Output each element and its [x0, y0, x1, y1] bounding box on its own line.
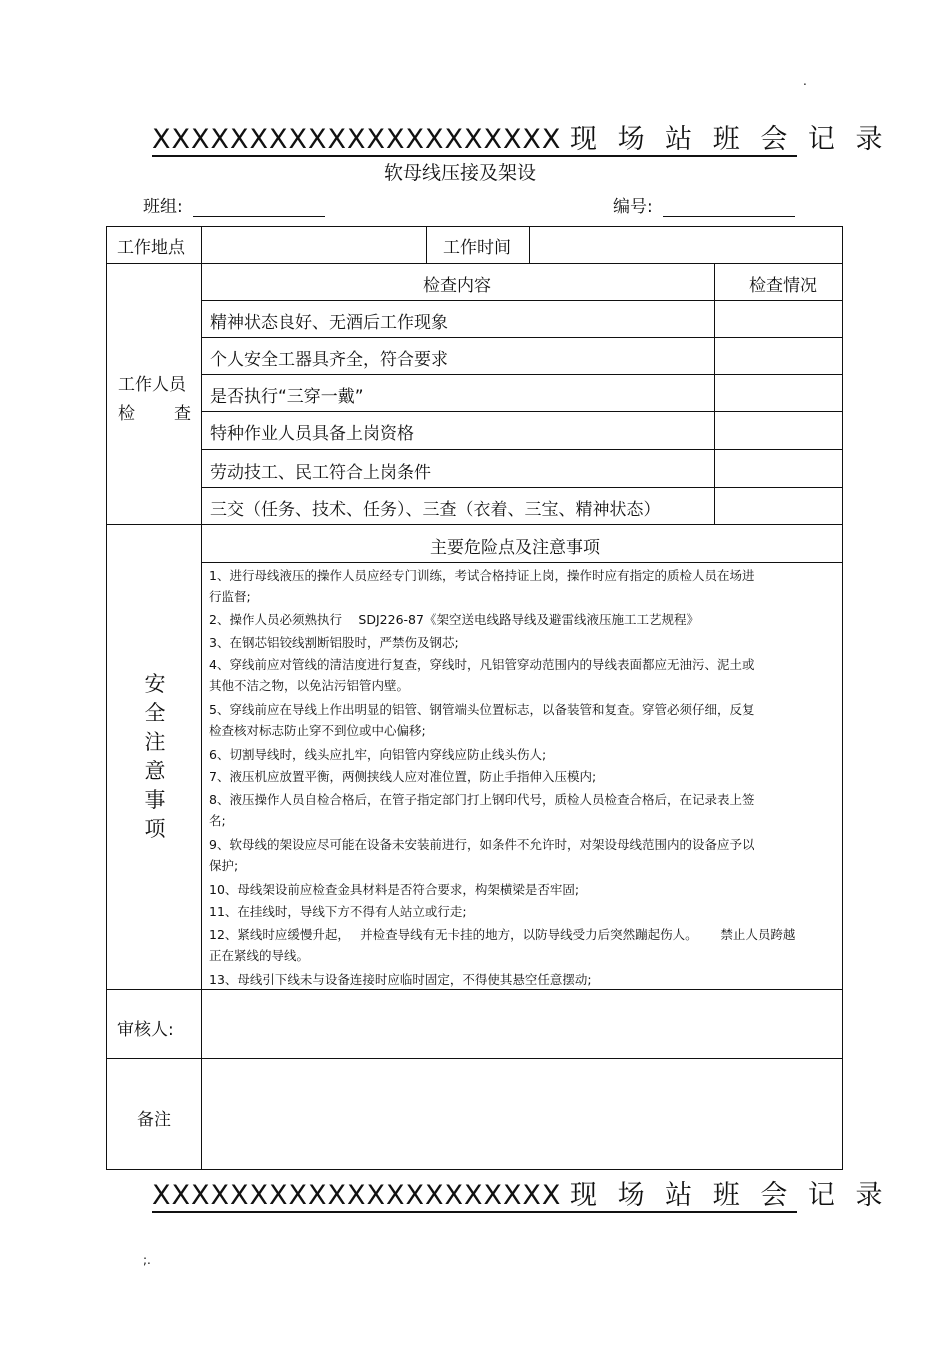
number-field: [613, 192, 795, 217]
col-divider: [529, 226, 530, 263]
safety-label-char: 安: [144, 672, 166, 696]
team-field: [143, 192, 325, 217]
hazard-line: 名;: [209, 813, 226, 828]
hazard-line: 6、切割导线时，线头应扎牢，向铝管内穿线应防止线头伤人;: [209, 747, 547, 762]
personnel-label-check: 查: [174, 404, 191, 424]
remarks-label: 备注: [137, 1110, 171, 1130]
check-item: 三交（任务、技术、任务）、三查（衣着、三宝、精神状态）: [210, 500, 661, 520]
number-label: 编号:: [613, 197, 653, 217]
check-item: 是否执行“三穿一戴”: [210, 387, 364, 407]
hazard-line: 11、在挂线时，导线下方不得有人站立或行走;: [209, 904, 467, 919]
page-mark-bottom-left: ;.: [143, 1253, 151, 1267]
personnel-label: 工作人员: [118, 375, 186, 395]
row-divider: [106, 263, 843, 264]
hazard-line: 5、穿线前应在导线上作出明显的铝管、钢管端头位置标志，以备装管和复查。穿管必须仔细，反复: [209, 702, 755, 717]
row-divider: [201, 562, 843, 563]
row-divider: [201, 449, 843, 450]
safety-label-char: 意: [144, 759, 166, 783]
reviewer-label: 审核人:: [117, 1020, 174, 1040]
number-blank: [663, 198, 795, 217]
work-location-label: 工作地点: [117, 238, 185, 258]
team-label: 班组:: [143, 197, 183, 217]
col-divider: [201, 226, 202, 1170]
row-divider: [201, 411, 843, 412]
hazard-line: 正在紧线的导线。: [209, 948, 310, 963]
footer-title: 现 场 站 班 会 记 录: [570, 1180, 889, 1211]
hazard-line: 9、软母线的架设应尽可能在设备未安装前进行，如条件不允许时，对架设母线范围内的设备应予以: [209, 837, 755, 852]
row-divider: [106, 524, 843, 525]
safety-label-char: 事: [144, 788, 166, 812]
header-title: 现 场 站 班 会 记 录: [570, 124, 889, 155]
check-content-header: 检查内容: [423, 276, 491, 296]
row-divider: [201, 374, 843, 375]
check-item: 特种作业人员具备上岗资格: [210, 424, 414, 444]
safety-label-char: 注: [144, 730, 166, 754]
check-item: 劳动技工、民工符合上岗条件: [210, 463, 431, 483]
col-divider: [426, 226, 427, 263]
hazard-line: 10、母线架设前应检查金具材料是否符合要求，构架横梁是否牢固;: [209, 882, 580, 897]
row-divider: [201, 487, 843, 488]
check-status-header: 检查情况: [749, 276, 817, 296]
hazard-line: 1、进行母线液压的操作人员应经专门训练，考试合格持证上岗，操作时应有指定的质检人员在场进: [209, 568, 755, 583]
hazard-line: 3、在钢芯铝铰线割断铝股时，严禁伤及钢芯;: [209, 635, 459, 650]
safety-label-char: 项: [144, 817, 166, 841]
document-subtitle: 软母线压接及架设: [383, 162, 536, 184]
work-time-label: 工作时间: [443, 238, 511, 258]
header-code: XXXXXXXXXXXXXXXXXXXXX: [152, 124, 562, 155]
hazard-line: 12、紧线时应缓慢升起， 并检查导线有无卡挂的地方，以防导线受力后突然蹦起伤人。 禁止人员跨越: [209, 927, 796, 942]
hazard-line: 4、穿线前应对管线的清洁度进行复查，穿线时，凡铝管穿动范围内的导线表面都应无油污、泥土或: [209, 657, 755, 672]
personnel-label-check: 检: [118, 404, 135, 424]
hazard-line: 行监督;: [209, 589, 251, 604]
row-divider: [201, 300, 843, 301]
page-mark-top-right: .: [803, 74, 807, 88]
hazard-line: 检查核对标志防止穿不到位或中心偏移;: [209, 723, 426, 738]
safety-label: [143, 670, 167, 844]
team-blank: [193, 198, 325, 217]
page-footer-header: [152, 1173, 889, 1213]
hazard-line: 8、液压操作人员自检合格后，在管子指定部门打上钢印代号，质检人员检查合格后，在记录表上签: [209, 792, 755, 807]
hazards-header: 主要危险点及注意事项: [430, 538, 600, 558]
row-divider: [201, 337, 843, 338]
hazard-line: 7、液压机应放置平衡，两侧挟线人应对准位置，防止手指伸入压模内;: [209, 769, 597, 784]
check-item: 精神状态良好、无酒后工作现象: [210, 313, 448, 333]
col-divider: [714, 263, 715, 524]
hazard-line: 13、母线引下线未与设备连接时应临时固定，不得使其悬空任意摆动;: [209, 972, 592, 987]
safety-label-char: 全: [144, 701, 166, 725]
footer-code: XXXXXXXXXXXXXXXXXXXXX: [152, 1180, 562, 1211]
hazard-line: 2、操作人员必须熟执行 SDJ226-87《架空送电线路导线及避雷线液压施工工艺规程》: [209, 612, 699, 627]
check-item: 个人安全工器具齐全，符合要求: [210, 350, 448, 370]
page-header: [152, 117, 889, 157]
row-divider: [106, 1058, 843, 1059]
hazard-line: 其他不洁之物，以免沾污铝管内壁。: [209, 678, 410, 693]
hazard-line: 保护;: [209, 858, 239, 873]
